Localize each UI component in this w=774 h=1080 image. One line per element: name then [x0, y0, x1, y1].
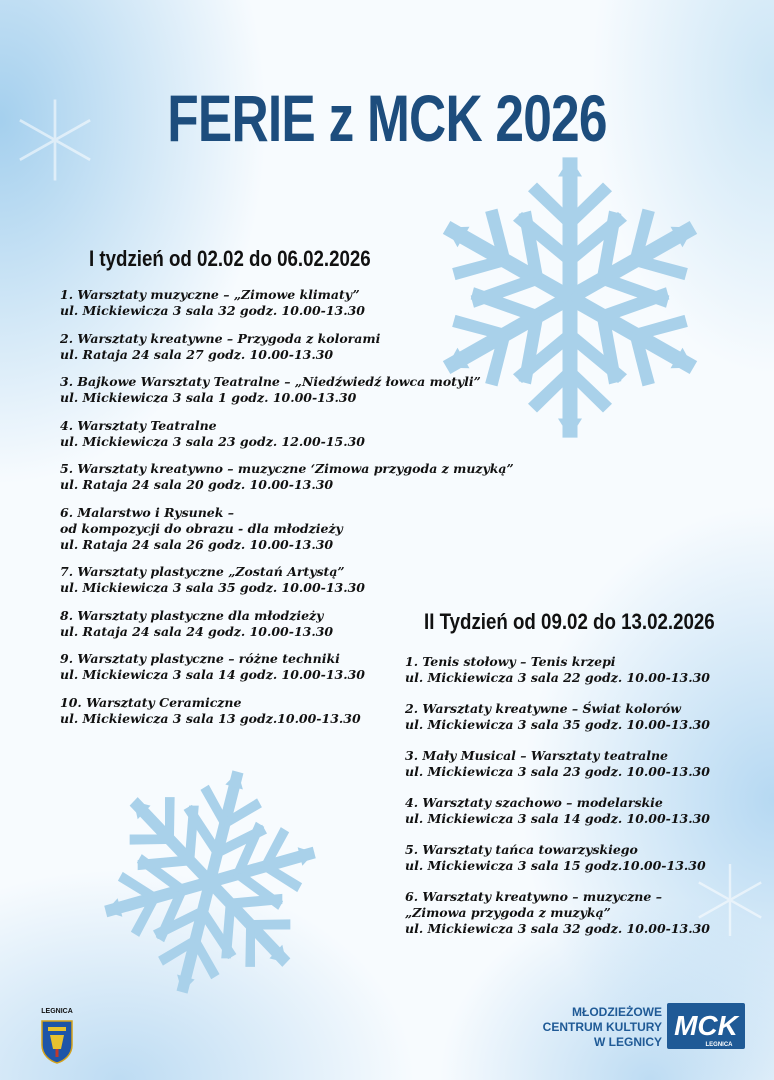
workshop-detail: ul. Mickiewicza 3 sala 22 godz. 10.00-13.30 — [405, 670, 710, 685]
workshop-item — [60, 505, 514, 553]
workshop-detail: ul. Mickiewicza 3 sala 1 godz. 10.00-13.30 — [60, 390, 357, 405]
workshop-item — [405, 748, 710, 780]
mck-line-1: MŁODZIEŻOWE — [572, 1005, 662, 1019]
workshop-item — [405, 654, 710, 686]
workshop-detail: ul. Mickiewicza 3 sala 35 godz. 10.00-13.30 — [405, 717, 710, 732]
workshop-detail: ul. Mickiewicza 3 sala 35 godz. 10.00-13.30 — [60, 580, 365, 595]
workshop-title: 8. Warsztaty plastyczne dla młodzieży — [60, 607, 324, 623]
week-2-heading: II Tydzień od 09.02 do 13.02.2026 — [424, 609, 715, 634]
workshop-title: 5. Warsztaty kreatywno – muzyczne ‘Zimowa przygoda z muzyką” — [60, 461, 514, 476]
mck-logo-text: MCK — [674, 1010, 738, 1041]
mck-logo — [667, 1003, 745, 1049]
workshop-title: 1. Tenis stołowy – Tenis krzepi — [405, 654, 616, 669]
workshop-title: 1. Warsztaty muzyczne – „Zimowe klimaty” — [60, 287, 360, 302]
mck-line-3: W LEGNICY — [594, 1035, 662, 1049]
workshop-title: 7. Warsztaty plastyczne „Zostań Artystą” — [60, 564, 345, 579]
mck-organization-name — [530, 1005, 662, 1050]
workshop-item — [60, 331, 514, 363]
workshop-item — [60, 564, 514, 596]
workshop-item — [60, 374, 514, 406]
workshop-title: 6. Warsztaty kreatywno – muzyczne – — [405, 889, 662, 904]
workshop-title: 6. Malarstwo i Rysunek – — [60, 504, 234, 520]
workshop-detail: ul. Mickiewicza 3 sala 14 godz. 10.00-13.30 — [405, 811, 710, 826]
workshop-item — [405, 889, 710, 937]
page-title: FERIE z MCK 2026 — [167, 81, 607, 155]
workshop-item — [60, 287, 514, 319]
workshop-detail: ul. Mickiewicza 3 sala 15 godz.10.00-13.30 — [405, 858, 706, 873]
workshop-title: 2. Warsztaty kreatywne – Przygoda z kolorami — [60, 330, 381, 346]
workshop-detail: ul. Mickiewicza 3 sala 23 godz. 12.00-15.30 — [60, 433, 365, 449]
workshop-title: 3. Mały Musical – Warsztaty teatralne — [405, 748, 668, 763]
week-1-heading: I tydzień od 02.02 do 06.02.2026 — [89, 246, 371, 271]
mck-line-2: CENTRUM KULTURY — [542, 1020, 662, 1034]
workshop-detail: ul. Rataja 24 sala 26 godz. 10.00-13.30 — [60, 536, 334, 552]
workshop-title: 10. Warsztaty Ceramiczne — [60, 694, 242, 710]
workshop-detail: ul. Mickiewicza 3 sala 13 godz.10.00-13.30 — [60, 710, 361, 726]
workshop-title: 2. Warsztaty kreatywne – Świat kolorów — [405, 701, 682, 716]
workshop-detail: ul. Rataja 24 sala 24 godz. 10.00-13.30 — [60, 623, 334, 639]
workshop-detail: ul. Rataja 24 sala 27 godz. 10.00-13.30 — [60, 346, 334, 362]
legnica-crest-icon — [40, 1019, 74, 1064]
workshop-detail: ul. Mickiewicza 3 sala 14 godz. 10.00-13.30 — [60, 667, 365, 682]
workshop-detail: ul. Mickiewicza 3 sala 32 godz. 10.00-13.30 — [405, 921, 710, 936]
workshop-item — [60, 461, 514, 493]
workshop-title: 5. Warsztaty tańca towarzyskiego — [405, 842, 638, 857]
snowflake-small-icon — [85, 762, 335, 1002]
week-2-workshop-list — [405, 654, 710, 952]
workshop-item — [60, 418, 514, 450]
workshop-item — [405, 795, 710, 827]
workshop-title: 9. Warsztaty plastyczne – różne techniki — [60, 651, 340, 666]
workshop-detail: ul. Rataja 24 sala 20 godz. 10.00-13.30 — [60, 477, 334, 492]
mck-logo-sub: LEGNICA — [705, 1042, 733, 1048]
legnica-label: LEGNICA — [41, 1008, 73, 1015]
workshop-detail: od kompozycji do obrazu - dla młodzieży — [60, 520, 343, 536]
workshop-detail: ul. Mickiewicza 3 sala 23 godz. 10.00-13.30 — [405, 764, 710, 779]
workshop-title: 4. Warsztaty Teatralne — [60, 417, 217, 433]
workshop-title: 4. Warsztaty szachowo – modelarskie — [405, 795, 663, 810]
workshop-detail: „Zimowa przygoda z muzyką” — [405, 905, 611, 920]
workshop-item — [405, 842, 710, 874]
workshop-title: 3. Bajkowe Warsztaty Teatralne – „Niedźwiedź łowca motyli” — [60, 374, 481, 389]
workshop-detail: ul. Mickiewicza 3 sala 32 godz. 10.00-13.30 — [60, 303, 365, 318]
workshop-item — [405, 701, 710, 733]
